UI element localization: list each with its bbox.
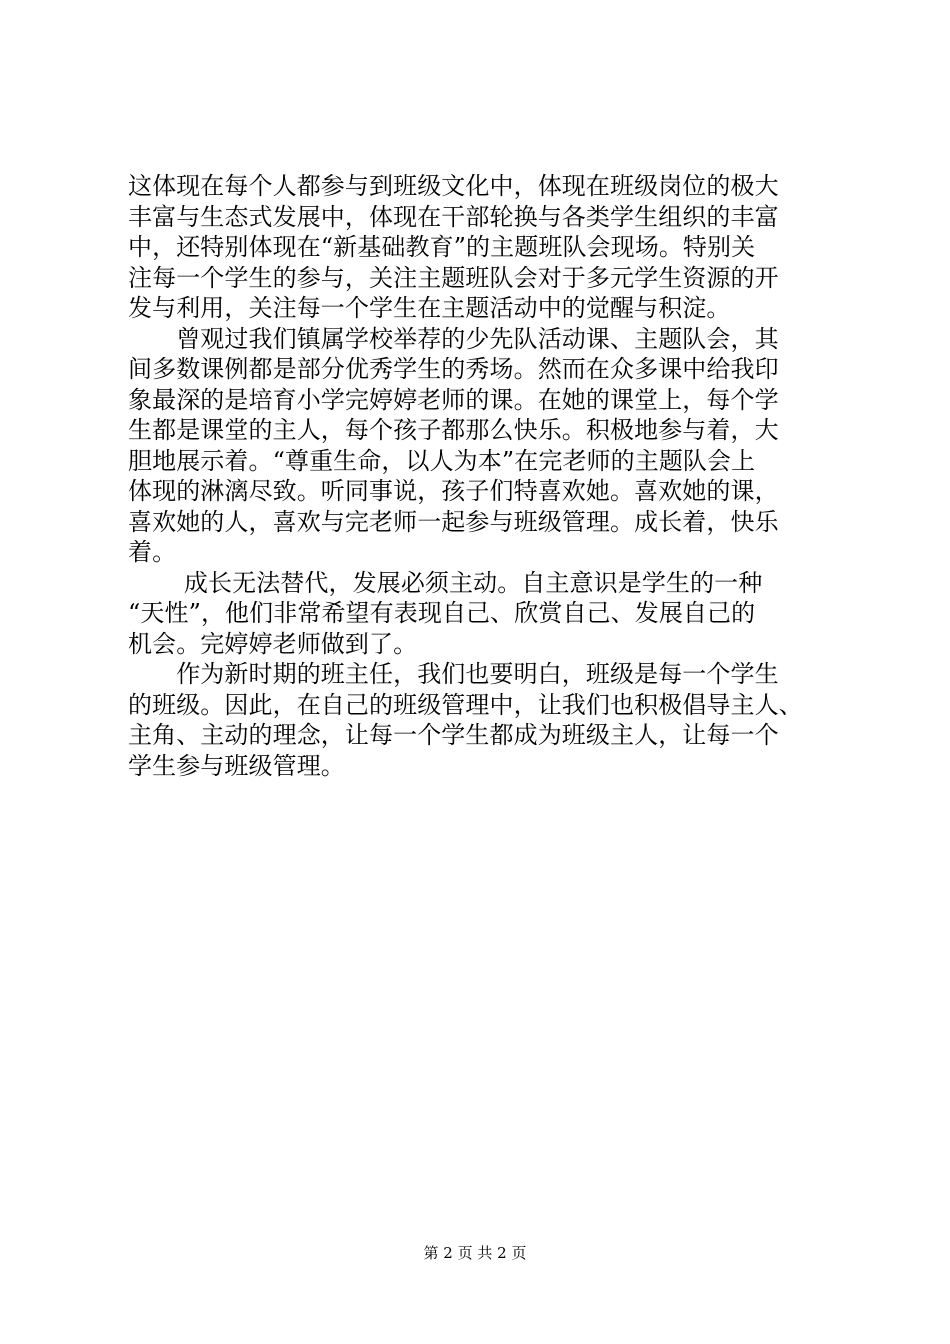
text-line: 发与利用，关注每一个学生在主题活动中的觉醒与积淀。 bbox=[128, 294, 731, 322]
text-line: 着。 bbox=[128, 538, 177, 566]
text-line: 间多数课例都是部分优秀学生的秀场。然而在众多课中给我印 bbox=[128, 355, 779, 383]
text-line: “天性”，他们非常希望有表现自己、欣赏自己、发展自己的 bbox=[128, 599, 756, 627]
text-line: 的班级。因此，在自己的班级管理中，让我们也积极倡导主人、 bbox=[128, 690, 803, 719]
text-line: 体现的淋漓尽致。听同事说，孩子们特喜欢她。喜欢她的课， bbox=[128, 477, 779, 505]
text-line: 胆地展示着。“尊重生命，以人为本”在完老师的主题队会上 bbox=[128, 446, 756, 475]
text-line: 生都是课堂的主人，每个孩子都那么快乐。积极地参与着，大 bbox=[128, 416, 779, 444]
text-line: 曾观过我们镇属学校举荐的少先队活动课、主题队会，其 bbox=[128, 324, 779, 353]
body-text bbox=[128, 171, 833, 781]
text-line: 成长无法替代，发展必须主动。自主意识是学生的一种 bbox=[128, 568, 763, 597]
page-number-footer: 第 2 页 共 2 页 bbox=[423, 1244, 527, 1262]
text-line: 这体现在每个人都参与到班级文化中，体现在班级岗位的极大 bbox=[128, 172, 779, 200]
text-line: 机会。完婷婷老师做到了。 bbox=[128, 629, 418, 658]
text-line: 注每一个学生的参与，关注主题班队会对于多元学生资源的开 bbox=[128, 263, 779, 292]
text-line: 象最深的是培育小学完婷婷老师的课。在她的课堂上，每个学 bbox=[128, 385, 779, 414]
text-line: 作为新时期的班主任，我们也要明白，班级是每一个学生 bbox=[128, 660, 779, 688]
text-line: 喜欢她的人，喜欢与完老师一起参与班级管理。成长着，快乐 bbox=[128, 507, 779, 536]
text-line: 学生参与班级管理。 bbox=[128, 751, 345, 780]
text-line: 主角、主动的理念，让每一个学生都成为班级主人，让每一个 bbox=[128, 721, 779, 749]
text-line: 丰富与生态式发展中，体现在干部轮换与各类学生组织的丰富 bbox=[128, 202, 779, 231]
text-line: 中，还特别体现在“新基础教育”的主题班队会现场。特别关 bbox=[128, 233, 756, 261]
